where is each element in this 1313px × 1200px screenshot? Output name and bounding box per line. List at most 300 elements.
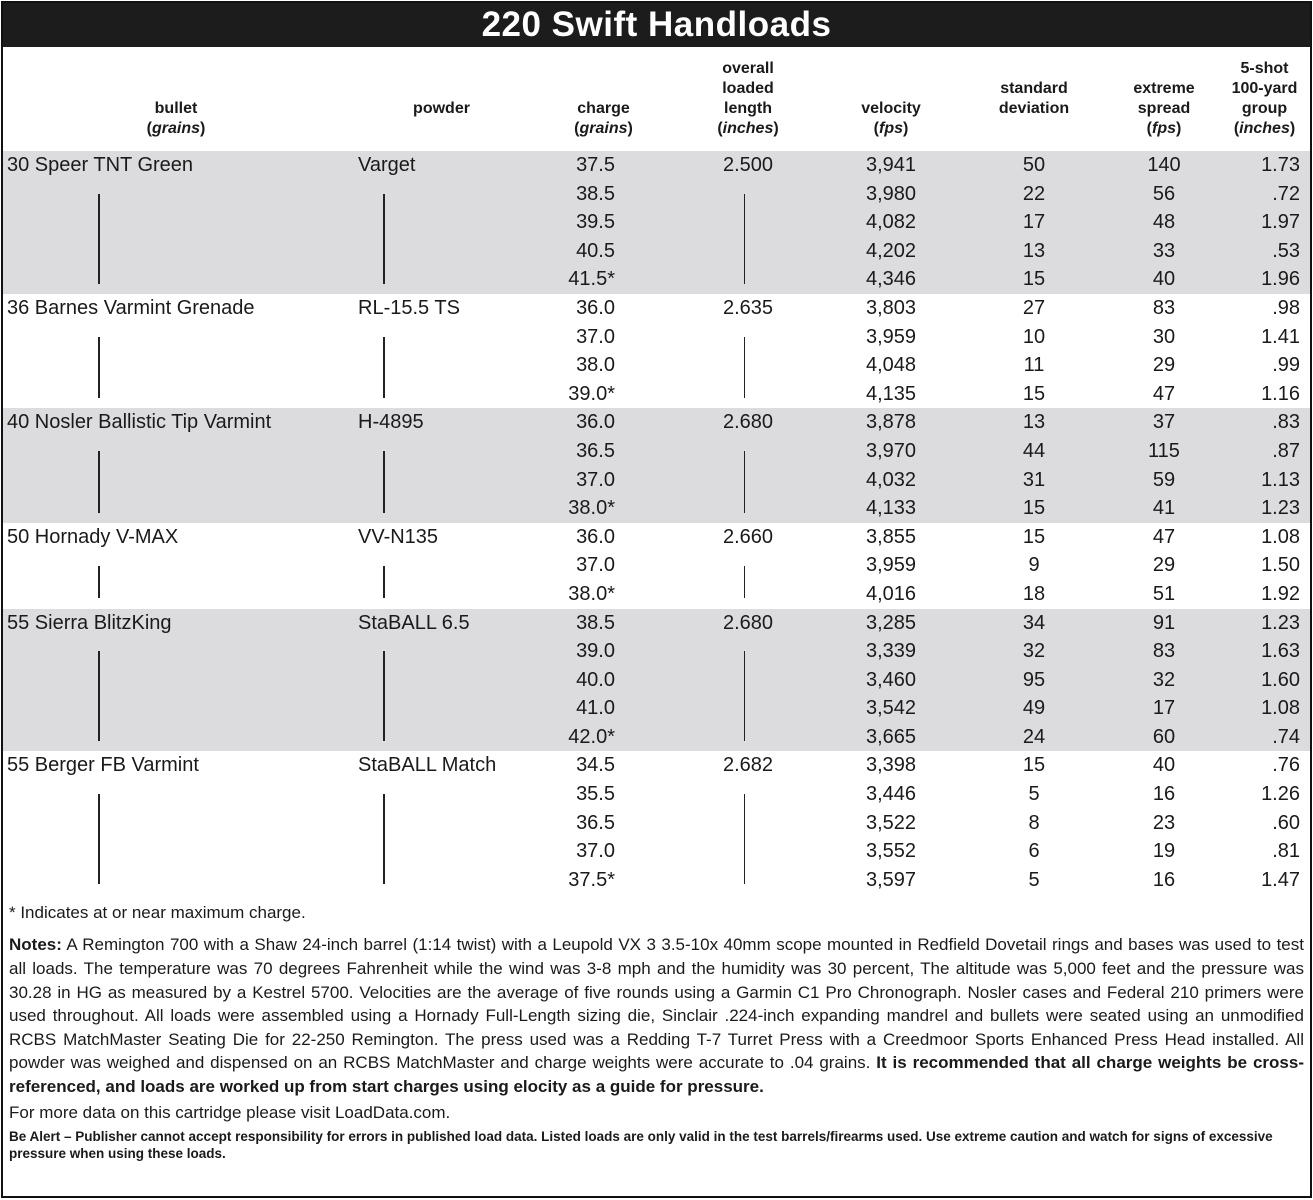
charge-cell: 38.5 [534,609,673,638]
repeat-line [383,651,385,665]
group-cell: 1.63 [1219,637,1310,666]
sd-cell: 95 [959,666,1109,695]
oal-cell [673,380,823,409]
repeat-line [383,494,385,513]
header-group: 5-shot 100-yard group (inches) [1231,60,1298,137]
charge-cell: 36.0 [576,525,615,548]
repeat-line [98,337,100,351]
velocity-cell: 3,855 [865,525,917,548]
sd-cell: 9 [1028,554,1040,577]
velocity-cell: 4,202 [823,237,959,266]
velocity-cell: 3,803 [865,296,917,319]
repeat-line [744,809,746,838]
sd-cell: 8 [1028,811,1040,834]
repeat-line [383,794,385,808]
charge-cell: 37.5* [568,868,615,891]
oal-cell: 2.500 [673,151,823,180]
sd-cell: 15 [959,265,1109,294]
bullet-cell [3,351,349,380]
sd-cell: 15 [1022,525,1046,548]
group-cell: 1.23 [1219,494,1310,523]
table-row [3,208,1310,237]
group-cell: .60 [1272,811,1300,834]
es-cell: 33 [1109,237,1219,266]
bullet-cell [3,637,349,666]
es-cell: 47 [1152,525,1176,548]
velocity-cell: 3,446 [865,783,917,806]
charge-cell: 40.5 [534,237,673,266]
sd-cell: 50 [959,151,1109,180]
bullet-cell [3,494,349,523]
sd-cell: 44 [959,437,1109,466]
powder-cell: RL-15.5 TS [358,296,460,319]
es-cell: 29 [1152,354,1176,377]
oal-cell [673,551,823,580]
repeat-line [98,794,100,808]
powder-cell [349,351,534,380]
group-cell: .83 [1219,408,1310,437]
oal-cell [673,723,823,752]
group-cell: 1.23 [1219,609,1310,638]
velocity-cell: 4,082 [823,208,959,237]
velocity-cell: 3,522 [865,811,917,834]
sd-cell: 32 [959,637,1109,666]
es-cell: 19 [1152,840,1176,863]
bullet-cell [3,180,349,209]
sd-cell: 18 [1022,582,1046,605]
bullet-cell [3,265,349,294]
table-row [3,637,1310,666]
repeat-line [98,351,100,380]
oal-cell [673,637,823,666]
header-velocity: velocity (fps) [861,100,921,137]
table-row [3,780,1310,809]
charge-cell: 38.0* [534,494,673,523]
powder-cell [349,580,534,609]
group-cell: 1.50 [1261,554,1300,577]
powder-cell [349,551,534,580]
bullet-cell [3,780,349,809]
repeat-line [744,466,746,495]
velocity-cell: 3,597 [865,868,917,891]
table-row [3,723,1310,752]
bullet-cell: 40 Nosler Ballistic Tip Varmint [3,408,349,437]
group-cell: 1.41 [1261,325,1300,348]
es-cell: 48 [1109,208,1219,237]
es-cell: 29 [1152,554,1176,577]
group-cell: 1.08 [1261,525,1300,548]
es-cell: 37 [1109,408,1219,437]
es-cell: 40 [1152,754,1176,777]
velocity-cell: 3,970 [823,437,959,466]
group-cell: 1.60 [1219,666,1310,695]
velocity-cell: 3,959 [865,554,917,577]
bullet-cell [3,237,349,266]
oal-cell [673,351,823,380]
table-row [3,380,1310,409]
group-cell: 1.47 [1261,868,1300,891]
repeat-line [383,694,385,723]
group-cell: 1.96 [1219,265,1310,294]
repeat-line [98,694,100,723]
powder-cell: Varget [349,151,534,180]
velocity-cell: 4,133 [823,494,959,523]
repeat-line [383,380,385,399]
sd-cell: 10 [1022,325,1046,348]
repeat-line [744,337,746,351]
charge-cell: 36.0 [534,408,673,437]
group-cell: .53 [1219,237,1310,266]
es-cell: 115 [1109,437,1219,466]
repeat-line [98,265,100,284]
es-cell: 17 [1109,694,1219,723]
powder-cell [349,265,534,294]
velocity-cell: 3,398 [865,754,917,777]
powder-cell [349,466,534,495]
repeat-line [744,866,746,885]
sd-cell: 11 [1023,354,1045,377]
es-cell: 59 [1109,466,1219,495]
table-body [3,151,1310,894]
es-cell: 23 [1152,811,1176,834]
velocity-cell: 4,346 [823,265,959,294]
bullet-cell: 36 Barnes Varmint Grenade [7,296,255,319]
es-cell: 32 [1109,666,1219,695]
bullet-cell: 55 Berger FB Varmint [7,754,199,777]
bullet-cell: 30 Speer TNT Green [3,151,349,180]
es-cell: 16 [1152,868,1176,891]
sd-cell: 34 [959,609,1109,638]
sd-cell: 5 [1028,868,1040,891]
bullet-cell [3,809,349,838]
notes-text: A Remington 700 with a Shaw 24-inch barrel (1:14 twist) with a Leupold VX 3 3.5-10x 40mm scope mounted in Redfield Dovetail rings and bases was used to test all loads. The temperature was 70 degrees Fahrenheit while the wind was 3-8 mph and the humidity was 30 percent, The altitude was 5,000 feet and the pressure was 30.28 in HG as measured by a Kestrel 5700. Velocities are the average of five rounds using a Garmin C1 Pro Chronograph. Nosler cases and Federal 210 primers were used throughout. All loads were assembled using a Hornady Full-Length sizing die, Sinclair .224-inch expanding mandrel and bullets were seated using an unmodified RCBS MatchMaster Seating Die for 22-250 Remington. The press used was a Redding T-7 Turret Press with a Creedmoor Sports Enhanced Press Head installed. All powder was weighed and dispensed on an RCBS MatchMaster and charge weights were accurate to .04 grains. [9,935,1304,1073]
charge-cell: 41.0 [534,694,673,723]
repeat-line [744,265,746,284]
velocity-cell: 3,552 [865,840,917,863]
powder-cell [349,323,534,352]
charge-cell: 41.5* [534,265,673,294]
charge-cell: 42.0* [534,723,673,752]
charge-cell: 37.0 [576,840,615,863]
es-cell: 47 [1152,382,1176,405]
repeat-line [383,580,385,599]
charge-cell: 37.0 [534,466,673,495]
oal-cell [673,866,823,895]
table-row [3,809,1310,838]
table-row [3,580,1310,609]
bullet-cell [3,837,349,866]
bullet-cell [3,380,349,409]
repeat-line [383,194,385,208]
powder-cell: H-4895 [349,408,534,437]
es-cell: 83 [1152,296,1176,319]
oal-cell [673,208,823,237]
repeat-line [98,580,100,599]
repeat-line [744,794,746,808]
oal-cell: 2.660 [722,525,774,548]
es-cell: 91 [1109,609,1219,638]
table-row [3,551,1310,580]
repeat-line [98,451,100,465]
es-cell: 40 [1109,265,1219,294]
repeat-line [98,809,100,838]
es-cell: 30 [1152,325,1176,348]
group-cell: 1.16 [1261,382,1300,405]
footnote: * Indicates at or near maximum charge. [9,903,306,923]
notes-warning: It is recommended that all charge weights be cross-referenced, and loads are worked up from start charges using elocity as a guide for pressure. [9,1053,1305,1096]
group-cell: 1.97 [1219,208,1310,237]
repeat-line [744,580,746,599]
repeat-line [383,466,385,495]
charge-cell: 39.5 [534,208,673,237]
table-row [3,408,1310,437]
charge-cell: 37.0 [576,325,615,348]
powder-cell [349,380,534,409]
repeat-line [383,208,385,237]
sd-cell: 6 [1028,840,1040,863]
repeat-line [383,666,385,695]
repeat-line [98,666,100,695]
powder-cell [349,666,534,695]
table-row [3,866,1310,895]
sd-cell: 27 [1022,296,1046,319]
powder-cell [349,837,534,866]
table-row [3,180,1310,209]
sd-cell: 15 [959,494,1109,523]
notes [3,924,1310,1098]
group-cell: 1.92 [1261,582,1300,605]
oal-cell: 2.680 [673,408,823,437]
repeat-line [98,566,100,580]
powder-cell: VV-N135 [358,525,439,548]
powder-cell [349,494,534,523]
powder-cell [349,780,534,809]
powder-cell [349,866,534,895]
oal-cell [673,180,823,209]
repeat-line [383,337,385,351]
repeat-line [744,194,746,208]
repeat-line [744,723,746,742]
repeat-line [744,208,746,237]
oal-cell [673,494,823,523]
powder-cell: StaBALL Match [358,754,497,777]
repeat-line [383,451,385,465]
charge-cell: 39.0 [534,637,673,666]
table-row [3,751,1310,780]
oal-cell [673,323,823,352]
velocity-cell: 3,285 [823,609,959,638]
powder-cell [349,180,534,209]
velocity-cell: 3,941 [823,151,959,180]
charge-cell: 36.5 [534,437,673,466]
oal-cell [673,237,823,266]
velocity-cell: 4,032 [823,466,959,495]
table-row [3,437,1310,466]
powder-cell [349,723,534,752]
bullet-cell [3,466,349,495]
group-cell: 1.73 [1219,151,1310,180]
table-row [3,694,1310,723]
table-row [3,265,1310,294]
table-row [3,351,1310,380]
charge-cell: 38.0* [568,582,615,605]
alert-disclaimer: Be Alert – Publisher cannot accept responsibility for errors in published load data. Listed loads are only valid in the test barrels/firearms used. Use extreme caution and watch for signs of excessive pressure when using these loads. [9,1128,1273,1161]
repeat-line [98,194,100,208]
repeat-line [383,837,385,866]
group-cell: .81 [1272,840,1300,863]
load-data-sheet [1,1,1312,1198]
es-cell: 140 [1109,151,1219,180]
bullet-cell [3,723,349,752]
bullet-cell [3,208,349,237]
header-sd: standard deviation [998,80,1070,117]
es-cell: 56 [1109,180,1219,209]
group-cell: .87 [1219,437,1310,466]
bullet-cell [3,694,349,723]
repeat-line [744,494,746,513]
repeat-line [98,494,100,513]
oal-cell [673,437,823,466]
repeat-line [383,566,385,580]
load-table [3,47,1310,894]
velocity-cell: 4,135 [865,382,917,405]
table-row [3,294,1310,323]
bullet-cell [3,437,349,466]
repeat-line [744,380,746,399]
repeat-line [98,651,100,665]
sd-cell: 31 [959,466,1109,495]
header-charge: charge (grains) [574,100,633,137]
header-bullet: bullet (grains) [146,100,206,137]
group-cell: .98 [1272,296,1300,319]
repeat-line [744,237,746,266]
table-row [3,466,1310,495]
bullet-cell [3,866,349,895]
oal-cell [673,580,823,609]
powder-cell: StaBALL 6.5 [349,609,534,638]
charge-cell: 38.0 [576,354,615,377]
powder-cell [349,694,534,723]
repeat-line [383,265,385,284]
header-es: extreme spread (fps) [1133,80,1195,137]
repeat-line [98,837,100,866]
velocity-cell: 3,665 [823,723,959,752]
oal-cell [673,694,823,723]
powder-cell [349,637,534,666]
velocity-cell: 3,460 [823,666,959,695]
charge-cell: 36.0 [576,296,615,319]
sd-cell: 13 [959,408,1109,437]
es-cell: 41 [1109,494,1219,523]
repeat-line [98,866,100,885]
charge-cell: 38.5 [534,180,673,209]
sd-cell: 15 [1022,754,1046,777]
powder-cell [349,237,534,266]
velocity-cell: 3,339 [823,637,959,666]
charge-cell: 35.5 [576,783,615,806]
charge-cell: 40.0 [534,666,673,695]
repeat-line [383,723,385,742]
repeat-line [383,237,385,266]
bullet-cell [3,323,349,352]
group-cell: .74 [1219,723,1310,752]
es-cell: 16 [1152,783,1176,806]
powder-cell [349,809,534,838]
velocity-cell: 3,542 [823,694,959,723]
group-cell: 1.13 [1219,466,1310,495]
oal-cell [673,666,823,695]
repeat-line [98,466,100,495]
table-row [3,666,1310,695]
repeat-line [98,208,100,237]
repeat-line [744,351,746,380]
repeat-line [98,237,100,266]
table-row [3,609,1310,638]
bullet-cell [3,551,349,580]
repeat-line [98,380,100,399]
header-row [3,47,1310,151]
oal-cell [673,809,823,838]
repeat-line [744,566,746,580]
powder-cell [349,437,534,466]
oal-cell [673,265,823,294]
velocity-cell: 4,048 [865,354,917,377]
sd-cell: 17 [959,208,1109,237]
group-cell: .72 [1219,180,1310,209]
sd-cell: 24 [959,723,1109,752]
bullet-cell [3,666,349,695]
group-cell: 1.26 [1261,783,1300,806]
table-row [3,237,1310,266]
repeat-line [744,666,746,695]
sd-cell: 13 [959,237,1109,266]
velocity-cell: 3,959 [865,325,917,348]
es-cell: 83 [1109,637,1219,666]
page-title: 220 Swift Handloads [3,3,1310,47]
charge-cell: 37.5 [534,151,673,180]
sd-cell: 5 [1028,783,1040,806]
table-row [3,837,1310,866]
charge-cell: 39.0* [568,382,615,405]
bullet-cell: 50 Hornady V-MAX [7,525,179,548]
oal-cell [673,780,823,809]
group-cell: 1.08 [1219,694,1310,723]
sd-cell: 15 [1022,382,1046,405]
repeat-line [744,837,746,866]
header-oal: overall loaded length (inches) [717,60,779,137]
charge-cell: 37.0 [576,554,615,577]
repeat-line [744,451,746,465]
repeat-line [98,723,100,742]
oal-cell: 2.682 [722,754,774,777]
oal-cell [673,837,823,866]
repeat-line [383,351,385,380]
powder-cell [349,208,534,237]
oal-cell: 2.680 [673,609,823,638]
table-row [3,523,1310,552]
oal-cell [673,466,823,495]
es-cell: 60 [1109,723,1219,752]
charge-cell: 36.5 [576,811,615,834]
repeat-line [744,651,746,665]
notes-label: Notes: [9,935,62,955]
table-row [3,323,1310,352]
velocity-cell: 3,980 [823,180,959,209]
group-cell: .99 [1272,354,1300,377]
table-row [3,494,1310,523]
more-data-text: For more data on this cartridge please visit LoadData.com. [9,1102,451,1122]
velocity-cell: 3,878 [823,408,959,437]
